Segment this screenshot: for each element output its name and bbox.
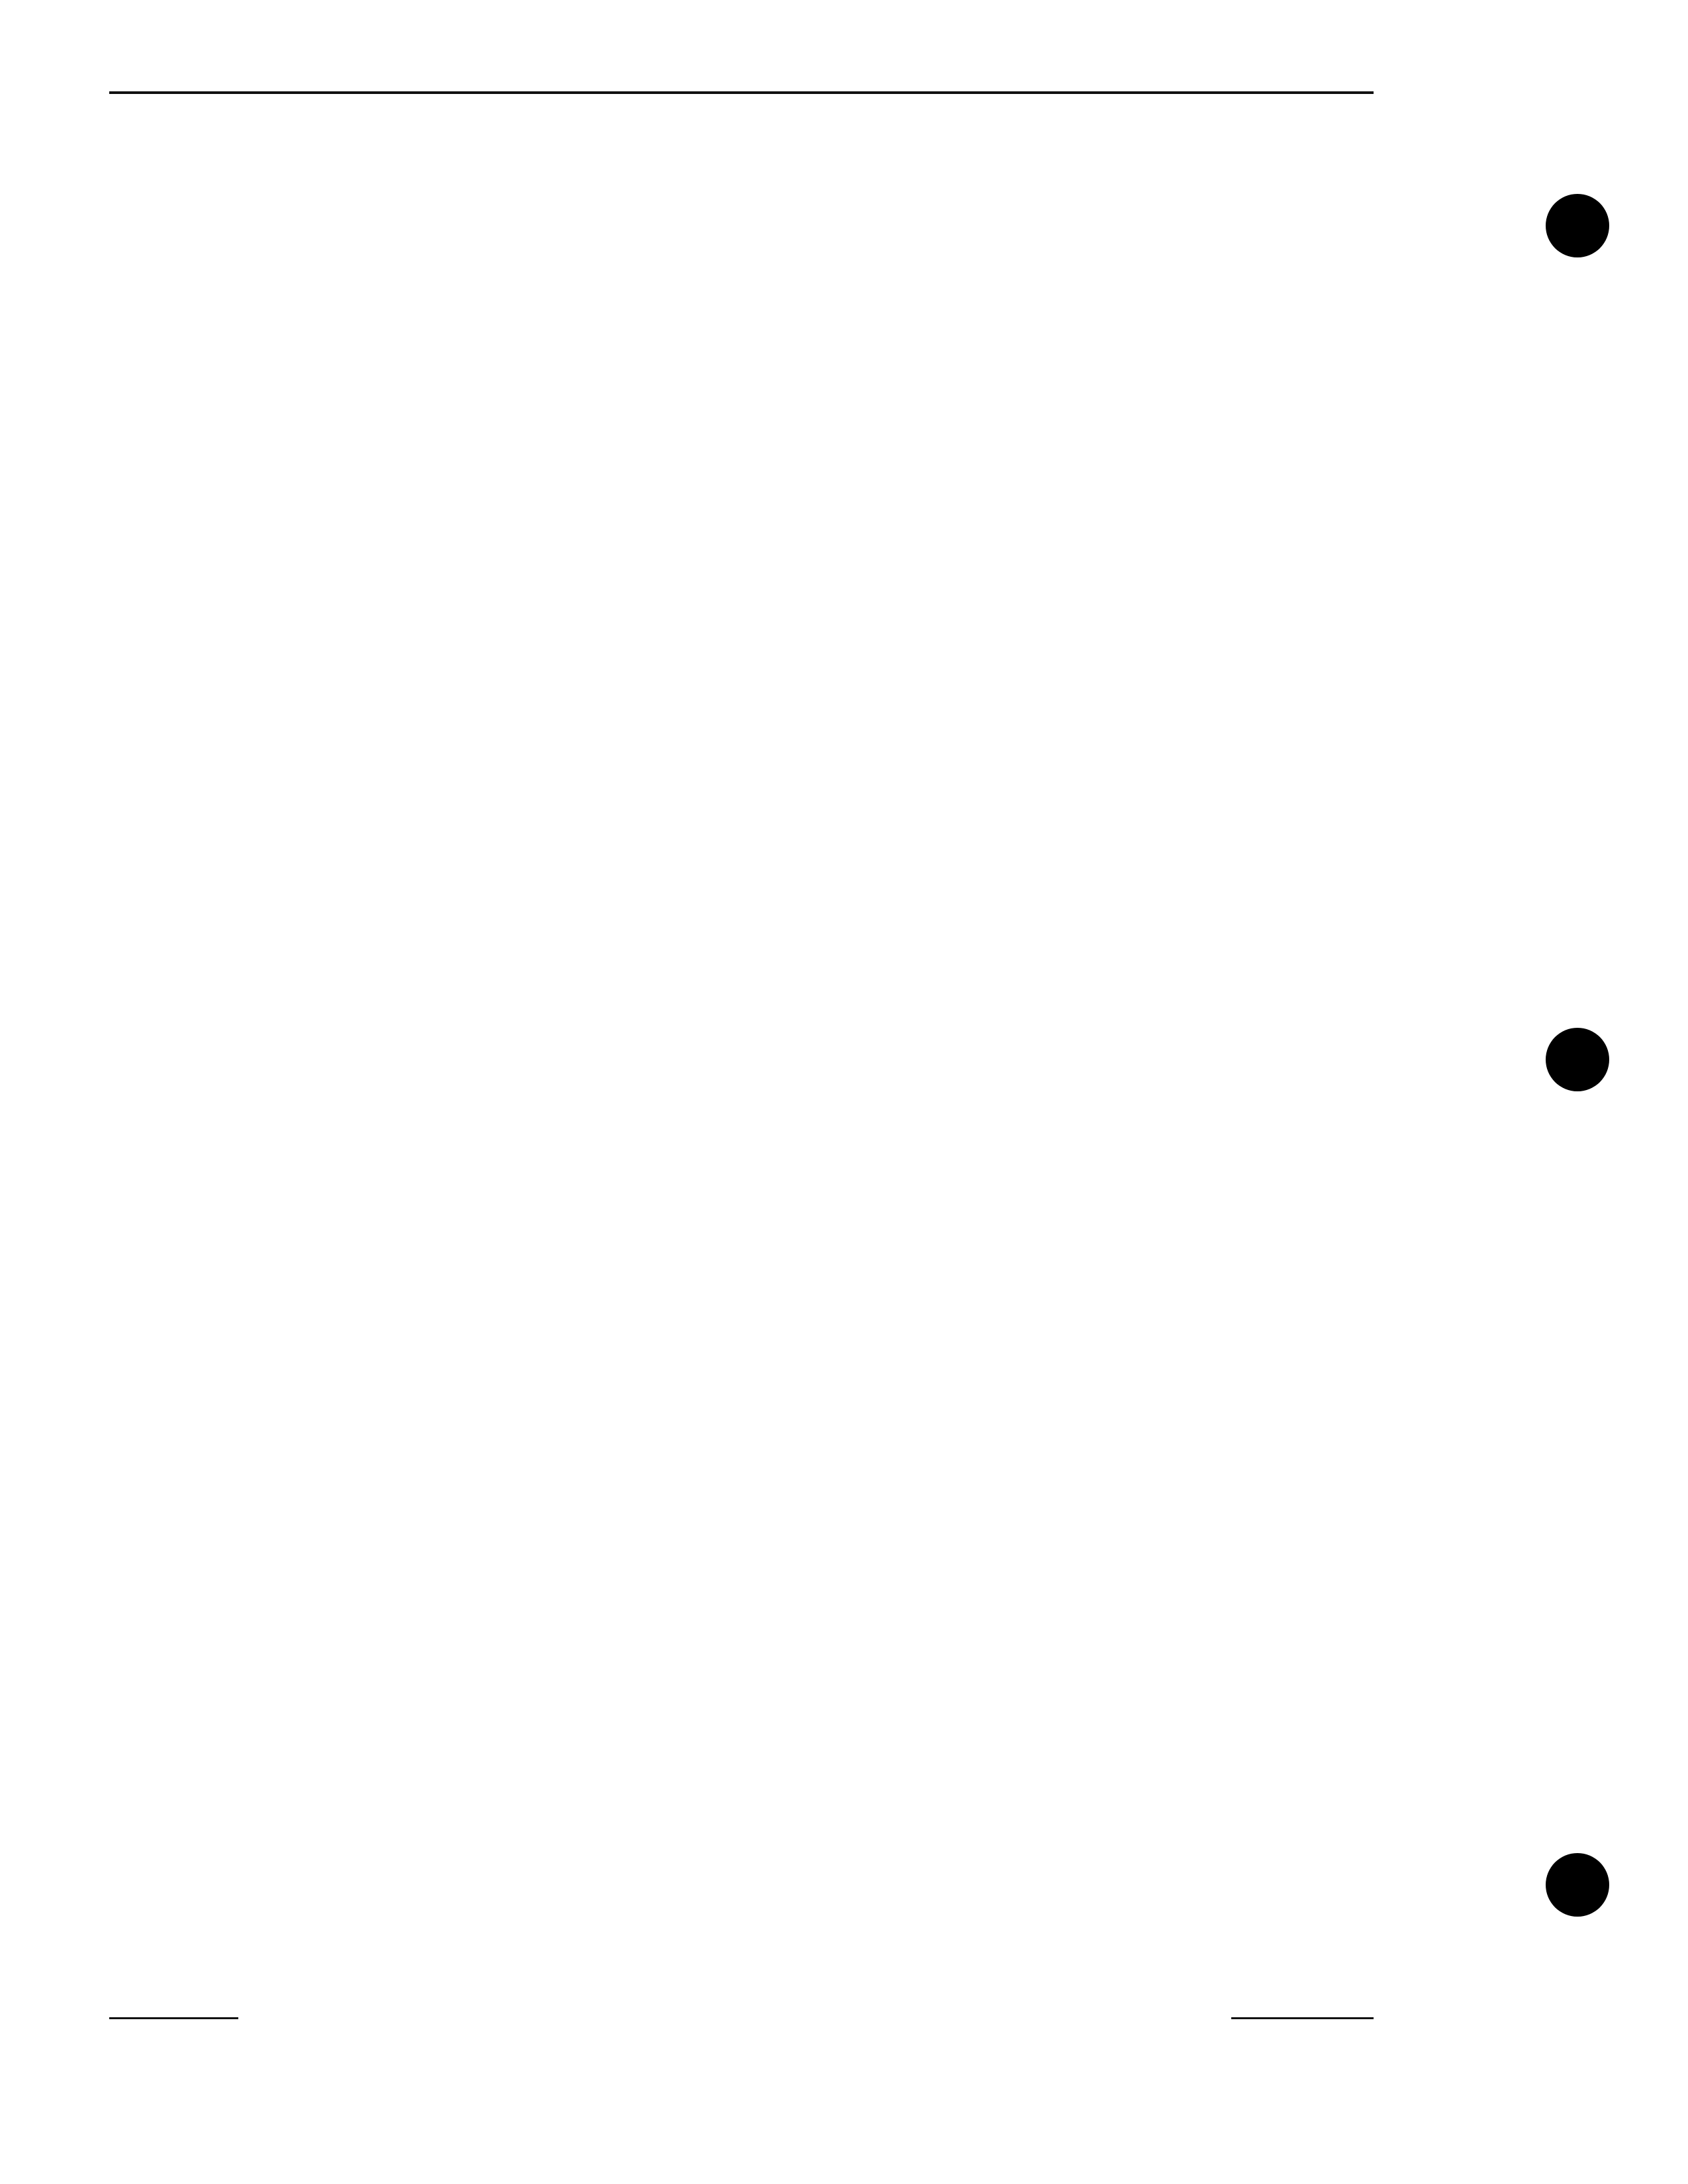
part-row <box>0 400 1688 425</box>
part-row <box>0 569 1688 594</box>
part-row <box>0 1254 1688 1279</box>
part-row <box>0 375 1688 400</box>
part-row <box>0 472 1688 497</box>
part-row <box>0 228 1688 253</box>
part-row <box>0 868 1688 893</box>
binder-hole-bottom <box>1546 1853 1609 1917</box>
title-rule <box>109 91 1374 94</box>
part-row <box>0 156 1688 181</box>
part-row <box>0 1015 1688 1040</box>
part-row <box>0 941 1688 966</box>
part-row <box>0 721 1688 746</box>
footer-rule-left <box>109 2017 238 2019</box>
footer-rule-right <box>1231 2017 1374 2019</box>
part-row <box>0 794 1688 819</box>
part-row <box>0 326 1688 351</box>
part-row <box>0 351 1688 376</box>
part-row <box>0 647 1688 672</box>
part-row <box>0 1329 1688 1354</box>
